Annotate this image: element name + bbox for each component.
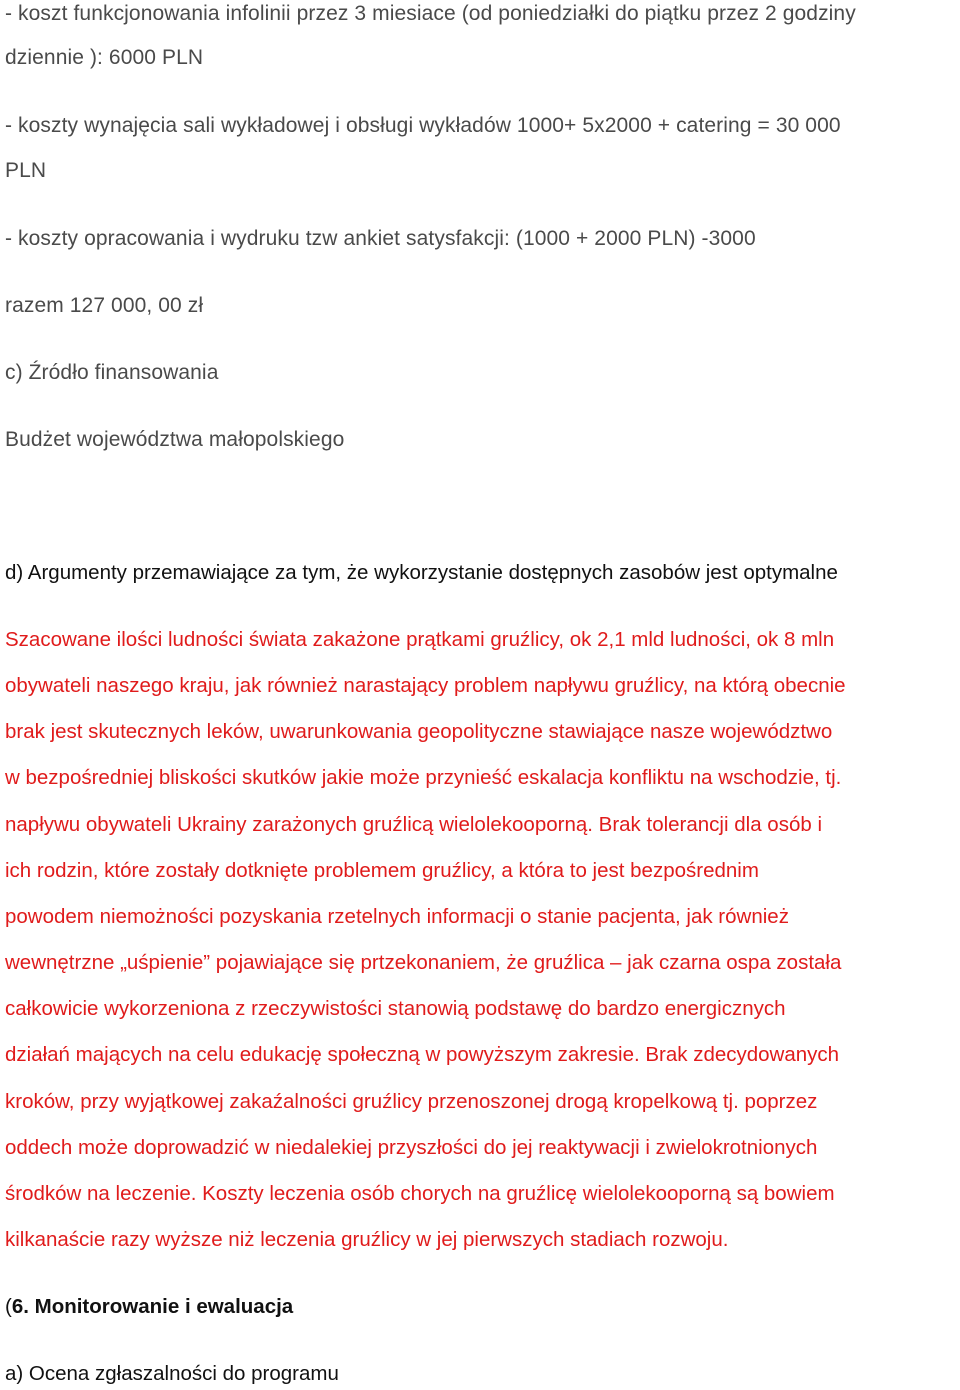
paragraph-line: wewnętrzne „uśpienie” pojawiające się prtzekonaniem, że gruźlica – jak czarna ospa została: [5, 951, 842, 974]
section-6-heading: [5, 1297, 293, 1318]
cost-item-hall-line2: PLN: [5, 159, 47, 182]
section-6-title: 6. Monitorowanie i ewaluacja: [11, 1295, 294, 1318]
paragraph-line: w bezpośredniej bliskości skutków jakie może przynieść eskalacja konfliktu na wschodzie, tj.: [5, 766, 842, 789]
paragraph-line: powodem niemożności pozyskania rzetelnych informacji o stanie pacjenta, jak również: [5, 905, 789, 928]
paragraph-line: ich rodzin, które zostały dotknięte problemem gruźlicy, a która to jest bezpośrednim: [5, 859, 759, 882]
section-c-heading: c) Źródło finansowania: [5, 361, 219, 384]
cost-total: razem 127 000, 00 zł: [5, 294, 204, 317]
section-6-prefix: (: [5, 1295, 12, 1318]
paragraph-line: napływu obywateli Ukrainy zarażonych gruźlicą wielolekooporną. Brak tolerancji dla osób i: [5, 813, 822, 836]
paragraph-line: działań mających na celu edukację społeczną w powyższym zakresie. Brak zdecydowanych: [5, 1043, 840, 1066]
paragraph-line: kroków, przy wyjątkowej zakaźalności gruźlicy przenoszonej drogą kropelkową tj. poprzez: [5, 1090, 818, 1113]
section-c-text: Budżet województwa małopolskiego: [5, 428, 345, 451]
paragraph-line: brak jest skutecznych leków, uwarunkowania geopolityczne stawiające nasze województwo: [5, 720, 833, 743]
cost-item-infoline-line2: dziennie ): 6000 PLN: [5, 46, 204, 69]
paragraph-line: kilkanaście razy wyższe niż leczenia gruźlicy w jej pierwszych stadiach rozwoju.: [5, 1228, 729, 1251]
cost-item-infoline-line1: - koszt funkcjonowania infolinii przez 3 miesiace (od poniedziałki do piątku przez 2 godziny: [5, 2, 856, 25]
paragraph-line: środków na leczenie. Koszty leczenia osób chorych na gruźlicę wielolekooporną są bowiem: [5, 1182, 835, 1205]
paragraph-line: obywateli naszego kraju, jak również narastający problem napływu gruźlicy, na którą obecnie: [5, 674, 846, 697]
paragraph-line: oddech może doprowadzić w niedalekiej przyszłości do jej reaktywacji i zwielokrotnionych: [5, 1136, 818, 1159]
paragraph-line: Szacowane ilości ludności świata zakażone prątkami gruźlicy, ok 2,1 mld ludności, ok 8 mln: [5, 628, 835, 651]
section-6-sub-a: a) Ocena zgłaszalności do programu: [5, 1362, 339, 1385]
cost-item-surveys: - koszty opracowania i wydruku tzw ankiet satysfakcji: (1000 + 2000 PLN) -3000: [5, 227, 756, 250]
paragraph-line: całkowicie wykorzeniona z rzeczywistości stanowią podstawę do bardzo energicznych: [5, 997, 786, 1020]
cost-item-hall-line1: - koszty wynajęcia sali wykładowej i obsługi wykładów 1000+ 5x2000 + catering = 30 000: [5, 114, 841, 137]
section-d-heading: d) Argumenty przemawiające za tym, że wykorzystanie dostępnych zasobów jest optymalne: [5, 561, 838, 584]
